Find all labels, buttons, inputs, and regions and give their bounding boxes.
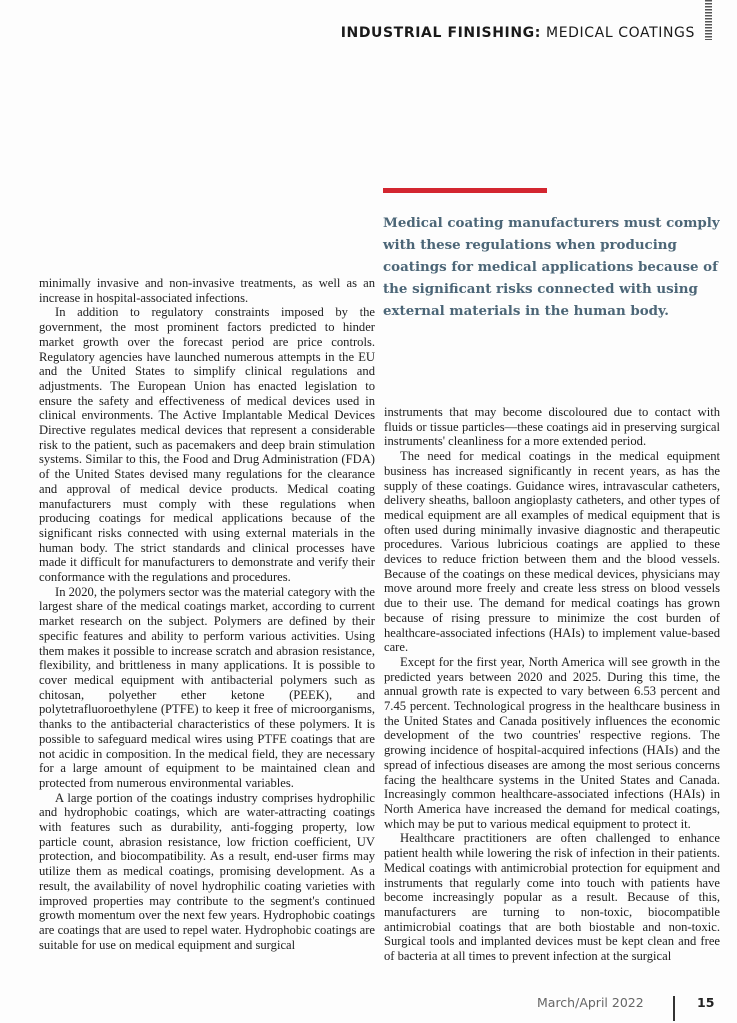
- section-header-topic: MEDICAL COATINGS: [546, 25, 695, 41]
- paragraph: minimally invasive and non-invasive treatments, as well as an increase in hospital-associated infections.: [39, 276, 375, 305]
- paragraph: In 2020, the polymers sector was the material category with the largest share of the medical coatings market, according to current market research on the subject. Polymers are defined by their specific features and ability to perform various activities. Using them makes it possible to increase scratch and abrasion resistance, flexibility, and brittleness in many applications. It is possible to cover medical equipment with antibacterial polymers such as chitosan, polyether ether ketone (PEEK), and polytetrafluoroethylene (PTFE) to keep it free of microorganisms, thanks to the antibacterial characteristics of these polymers. It is possible to safeguard medical wires using PTFE coatings that are not acidic in composition. In the medical field, they are necessary for a large amount of equipment to be maintained clean and protected from numerous environmental variables.: [39, 584, 375, 790]
- article-column-right: [384, 405, 720, 964]
- footer-divider: [673, 996, 675, 1021]
- article-column-left: [39, 276, 375, 952]
- page-number: 15: [697, 995, 715, 1010]
- section-header: [341, 25, 695, 41]
- section-header-category: INDUSTRIAL FINISHING:: [340, 25, 541, 41]
- paragraph: Healthcare practitioners are often challenged to enhance patient health while lowering the risk of infection in their patients. Medical coatings with antimicrobial protection for equipment and instruments that regularly come into touch with patients have become increasingly popular as a result. Because of this, manufacturers are turning to non-toxic, biocompatible antimicrobial coatings that are both biostable and non-toxic. Surgical tools and implanted devices must be kept clean and free of bacteria at all times to prevent infection at the surgical: [384, 831, 720, 964]
- pull-quote-accent-bar: [383, 188, 547, 193]
- paragraph: In addition to regulatory constraints imposed by the government, the most prominent factors predicted to hinder market growth over the forecast period are price controls. Regulatory agencies have launched numerous attempts in the EU and the United States to simplify clinical regulations and adjustments. The European Union has enacted legislation to ensure the safety and effectiveness of medical devices used in clinical environments. The Active Implantable Medical Devices Directive regulates medical devices that represent a considerable risk to the patient, such as pacemakers and deep brain stimulation systems. Similar to this, the Food and Drug Administration (FDA) of the United States devised many regulations for the clearance and approval of medical device products. Medical coating manufacturers must comply with these regulations when producing coatings for medical applications because of the significant risks connected with using external materials in the human body. The strict standards and clinical processes have made it difficult for manufacturers to demonstrate and verify their conformance with the regulations and procedures.: [39, 305, 375, 585]
- decorative-stripes: [705, 0, 712, 40]
- paragraph: Except for the first year, North America will see growth in the predicted years between 2020 and 2025. During this time, the annual growth rate is expected to vary between 6.53 percent and 7.45 percent. Technological progress in the healthcare business in the United States and Canada positively influences the economic development of the two countries' respective regions. The growing incidence of hospital-acquired infections (HAIs) and the spread of infectious diseases are among the most serious concerns facing the healthcare systems in the United States and Canada. Increasingly common healthcare-associated infections (HAIs) in North America have increased the demand for medical coatings, which may be put to various medical equipment to protect it.: [384, 654, 720, 831]
- paragraph: A large portion of the coatings industry comprises hydrophilic and hydrophobic coatings, which are water-attracting coatings with features such as durability, anti-fogging property, low particle count, abrasion resistance, low friction coefficient, UV protection, and biocompatibility. As a result, end-user firms may utilize them as medical coatings, promising development. As a result, the availability of novel hydrophilic coating varieties with improved properties may contribute to the segment's continued growth momentum over the next few years. Hydrophobic coatings are coatings that are used to repel water. Hydrophobic coatings are suitable for use on medical equipment and surgical: [39, 790, 375, 952]
- paragraph: instruments that may become discoloured due to contact with fluids or tissue particles—these coatings aid in preserving surgical instruments' cleanliness for a more extended period.: [384, 405, 720, 449]
- pull-quote: Medical coating manufacturers must comply with these regulations when producing coatings for medical applications because of the significant risks connected with using external materials in the human body.: [383, 215, 720, 319]
- paragraph: The need for medical coatings in the medical equipment business has increased significantly in recent years, as has the supply of these coatings. Guidance wires, intravascular catheters, delivery sheaths, balloon angioplasty catheters, and other types of medical equipment are all examples of medical equipment that is often used during minimally invasive diagnostic and therapeutic procedures. Various lubricious coatings are applied to these devices to reduce friction between them and the blood vessels. Because of the coatings on these medical devices, physicians may move around more freely and create less stress on blood vessels due to their use. The demand for medical coatings has grown because of rising pressure to minimize the cost burden of healthcare-associated infections (HAIs) to implement value-based care.: [384, 449, 720, 655]
- issue-date: March/April 2022: [537, 995, 644, 1010]
